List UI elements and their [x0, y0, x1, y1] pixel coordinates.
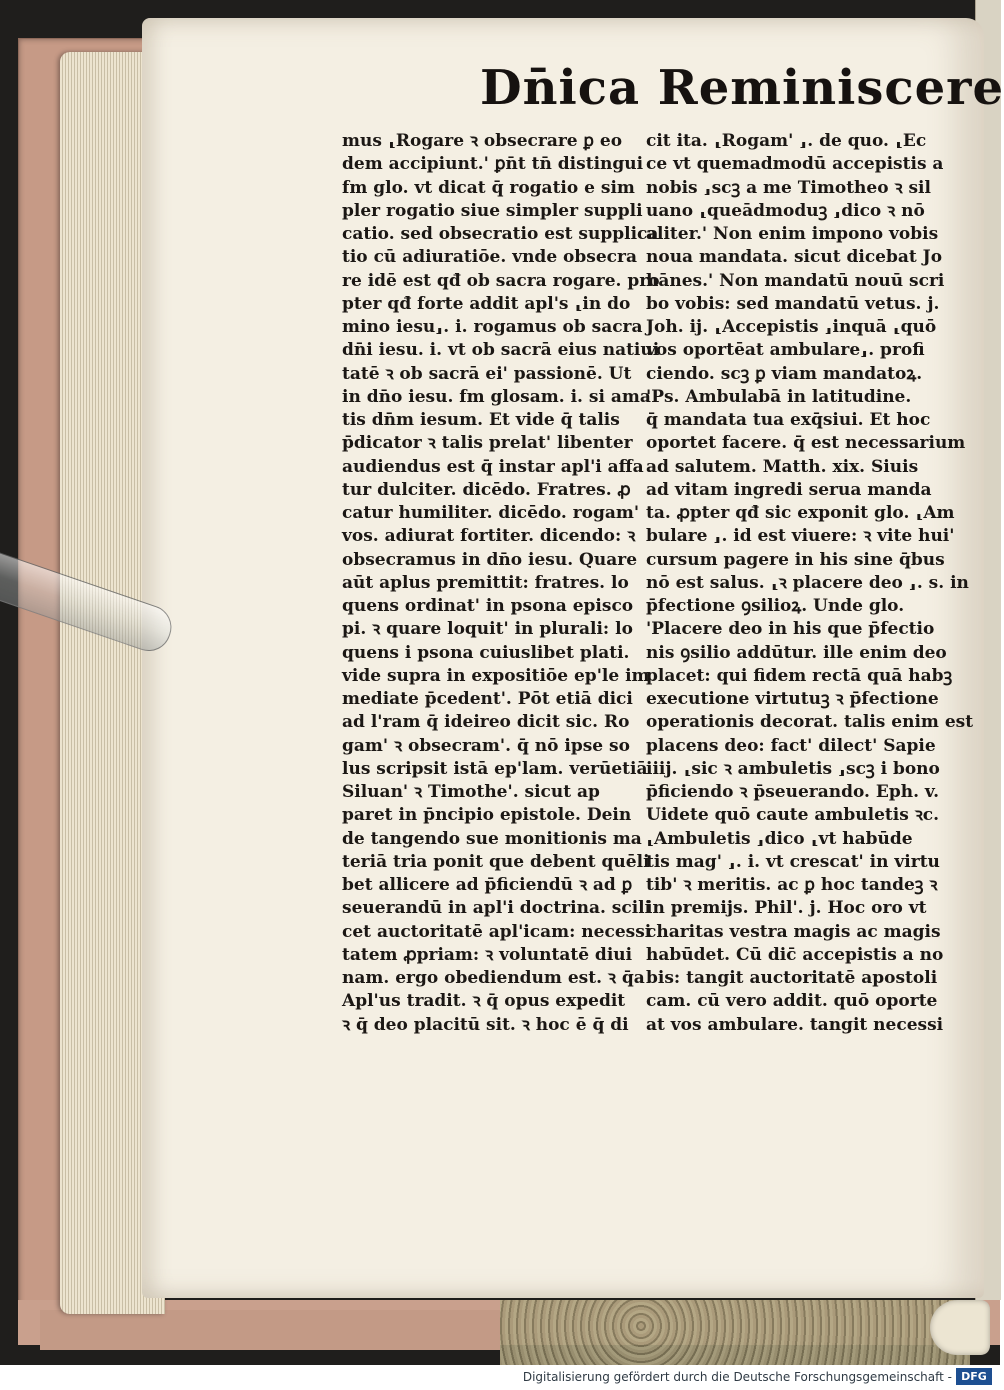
text-line: cet auctoritatē apl'icam: necessi: [342, 921, 652, 942]
text-line: ad l'ram q̄ ideireo dicit sic. Ro: [342, 712, 630, 733]
marbled-cover-paper: [500, 1300, 970, 1365]
text-line: tatem ꝓpriam: ꝛ voluntatē diui: [342, 944, 633, 965]
text-line: tur dulciter. dicēdo. Fratres. ꝓ: [342, 479, 631, 500]
text-column-right: [646, 130, 974, 1037]
text-line: ta. ꝓpter qđ sic exponit glo. ⸤Am: [646, 503, 955, 523]
running-header: Dn̄ica Reminiscere: [480, 60, 1004, 116]
text-line: ad salutem. Matth. xix. Siuis: [646, 456, 919, 477]
text-line: p̄dicator ꝛ talis prelat' libenter: [342, 433, 633, 454]
text-line: Apl'us tradit. ꝛ q̄ opus expedit: [342, 991, 626, 1012]
text-line: aūt aplus premittit: fratres. lo: [342, 572, 629, 593]
text-line: oportet facere. q̄ est necessarium: [646, 433, 966, 454]
text-line: p̄fectione ꝯsilioꝝ. Unde glo.: [646, 596, 905, 616]
footer-credit: Digitalisierung gefördert durch die Deutsche Forschungsgemeinschaft -: [522, 1370, 952, 1384]
text-line: tio cū adiuratiōe. vnde obsecra: [342, 247, 637, 268]
text-line: tib' ꝛ meritis. ac ꝑ hoc tandeꝫ ꝛ: [646, 875, 938, 895]
text-line: de tangendo sue monitionis ma: [342, 828, 642, 849]
text-line: dem accipiunt.' ꝑn̄t tn̄ distingui: [342, 154, 644, 175]
text-line: audiendus est q̄ instar apl'i affa: [342, 456, 644, 477]
text-line: mino iesu⸥. i. rogamus ob sacra: [342, 317, 643, 337]
text-line: placet: qui fidem rectā quā habꝫ: [646, 665, 953, 686]
text-line: catio. sed obsecratio est supplica: [342, 224, 659, 244]
text-line: 'Placere deo in his que p̄fectio: [646, 619, 935, 640]
text-line: ad vitam ingredi serua manda: [646, 479, 932, 500]
text-line: nam. ergo obediendum est. ꝛ q̄a: [342, 968, 645, 988]
text-line: dn̄i iesu. i. vt ob sacrā eius natiui: [342, 340, 660, 361]
text-line: tatē ꝛ ob sacrā ei' passionē. Ut: [342, 363, 632, 384]
text-line: hānes.' Non mandatū nouū scri: [646, 270, 945, 291]
dfg-logo: DFG: [956, 1368, 992, 1385]
text-line: nis ꝯsilio addūtur. ille enim deo: [646, 642, 947, 663]
text-line: vide supra in expositiōe ep'le im: [342, 665, 650, 686]
text-line: nō est salus. ⸤ꝛ placere deo ⸥. s. in: [646, 572, 969, 593]
text-line: cam. cū vero addit. quō oporte: [646, 991, 938, 1012]
text-line: Joh. ij. ⸤Accepistis ⸥inquā ⸤quō: [646, 317, 937, 337]
text-line: quens i psona cuiuslibet plati.: [342, 642, 630, 663]
text-line: ce vt quemadmodū accepistis a: [646, 154, 944, 175]
text-line: pter qđ forte addit apl's ⸤in do: [342, 293, 631, 314]
text-line: ꝛ q̄ deo placitū sit. ꝛ hoc ē q̄ di: [342, 1014, 629, 1035]
text-line: habūdet. Cū dic̄ accepistis a no: [646, 944, 944, 965]
text-line: iiij. ⸤sic ꝛ ambuletis ⸥scꝫ i bono: [646, 758, 940, 779]
text-line: cursum pagere in his sine q̄bus: [646, 549, 945, 570]
book-tie-ribbon: [930, 1300, 990, 1355]
text-line: catur humiliter. dicēdo. rogam': [342, 503, 640, 523]
text-line: tis dn̄m iesum. Et vide q̄ talis: [342, 410, 620, 430]
text-line: fm glo. vt dicat q̄ rogatio e sim: [342, 177, 635, 198]
text-line: bulare ⸥. id est viuere: ꝛ vite hui': [646, 526, 955, 547]
text-line: obsecramus in dn̄o iesu. Quare: [342, 549, 638, 570]
text-line: placens deo: fact' dilect' Sapie: [646, 735, 936, 756]
text-line: paret in p̄ncipio epistole. Dein: [342, 805, 632, 826]
text-line: ⸤Ambuletis ⸥dico ⸤vt habūde: [646, 828, 913, 849]
text-line: ciendo. scꝫ ꝑ viam mandatoꝝ.: [646, 363, 923, 384]
text-line: Uidete quō caute ambuletis ꝛc.: [646, 805, 940, 826]
text-line: aliter.' Non enim impono vobis: [646, 224, 939, 244]
cover-edge-left: [40, 1310, 500, 1350]
text-line: at vos ambulare. tangit necessi: [646, 1014, 944, 1035]
text-line: operationis decorat. talis enim est: [646, 712, 974, 733]
text-line: in premijs. Phil'. j. Hoc oro vt: [646, 898, 927, 919]
text-line: 'Ps. Ambulabā in latitudine.: [646, 386, 912, 407]
text-line: tis mag' ⸥. i. vt crescat' in virtu: [646, 851, 940, 872]
text-line: nobis ⸥scꝫ a me Timotheo ꝛ sil: [646, 177, 931, 198]
text-line: noua mandata. sicut dicebat Jo: [646, 247, 943, 268]
text-line: q̄ mandata tua exq̄siui. Et hoc: [646, 410, 931, 430]
text-line: gam' ꝛ obsecram'. q̄ nō ipse so: [342, 735, 630, 756]
text-line: p̄ficiendo ꝛ p̄seuerando. Eph. v.: [646, 782, 940, 802]
text-line: in dn̄o iesu. fm glosam. i. si ama: [342, 386, 651, 407]
text-line: mediate p̄cedent'. Pōt etiā dici: [342, 689, 633, 709]
text-line: lus scripsit istā ep'lam. verūetiā: [342, 758, 648, 779]
text-line: re idē est qđ ob sacra rogare. pro: [342, 270, 660, 291]
text-line: bis: tangit auctoritatē apostoli: [646, 968, 938, 988]
text-line: uano ⸤queādmoduꝫ ⸥dico ꝛ nō: [646, 200, 925, 221]
text-line: executione virtutuꝫ ꝛ p̄fectione: [646, 689, 939, 709]
text-line: pi. ꝛ quare loquit' in plurali: lo: [342, 619, 633, 640]
text-line: quens ordinat' in psona episco: [342, 596, 634, 616]
text-line: vos. adiurat fortiter. dicendo: ꝛ: [342, 526, 636, 547]
text-line: cit ita. ⸤Rogam' ⸥. de quo. ⸤Ec: [646, 131, 927, 151]
text-line: bet allicere ad p̄ficiendū ꝛ ad ꝑ: [342, 875, 633, 895]
footer-bar: [0, 1365, 1000, 1390]
text-line: Siluan' ꝛ Timothe'. sicut ap: [342, 782, 600, 802]
text-line: seuerandū in apl'i doctrina. scili: [342, 898, 652, 919]
text-line: teriā tria ponit que debent quēli: [342, 851, 650, 872]
text-line: mus ⸤Rogare ꝛ obsecrare ꝑ eo: [342, 131, 623, 151]
text-line: charitas vestra magis ac magis: [646, 921, 941, 942]
text-line: pler rogatio siue simpler suppli: [342, 200, 643, 221]
text-line: vos oportēat ambulare⸥. profi: [646, 340, 925, 361]
text-column-left: [342, 130, 660, 1037]
text-line: bo vobis: sed mandatū vetus. j.: [646, 293, 940, 314]
